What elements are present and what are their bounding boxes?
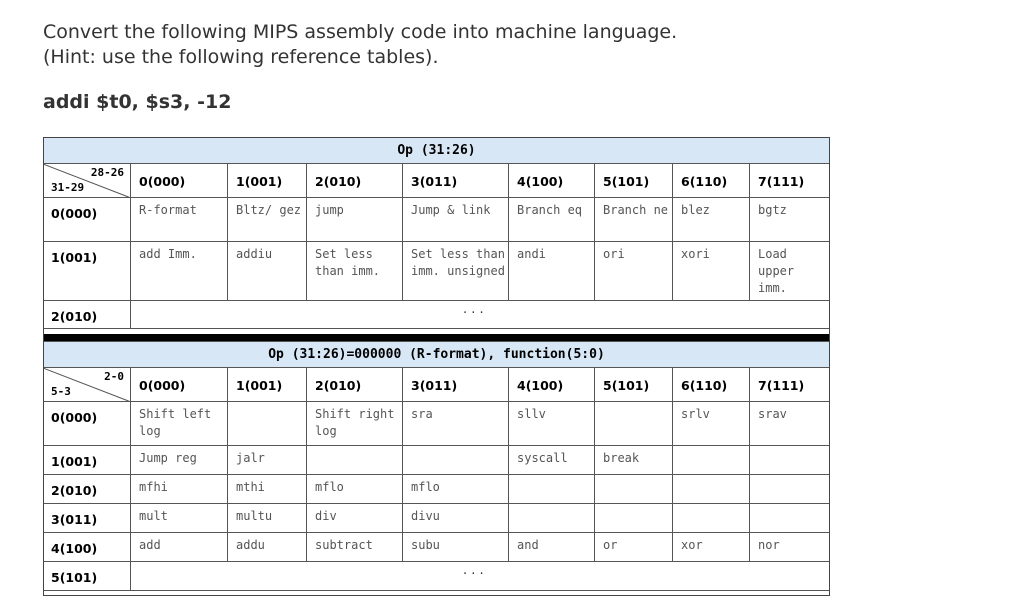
funct_table-cell <box>403 446 509 475</box>
op_table-cell: Jump & link <box>403 198 509 242</box>
funct_table-cell: nor <box>750 533 830 562</box>
op_table-cell: Load upper imm. <box>750 242 830 301</box>
op_table-cell: R-format <box>131 198 228 242</box>
funct_table-continuation-cell <box>131 562 830 591</box>
funct_table-row-header: 4(100) <box>43 533 131 562</box>
funct_table-cell: mflo <box>307 475 403 504</box>
funct_table-ellipsis: . . . <box>463 563 484 578</box>
op_table-corner-top-label: 28-26 <box>90 166 124 179</box>
table-divider <box>43 334 830 341</box>
funct_table-cell: divu <box>403 504 509 533</box>
op_table-column-header: 6(110) <box>673 164 750 198</box>
op_table-cell: Set less than imm. <box>307 242 403 301</box>
funct_table-cell: addu <box>228 533 307 562</box>
op_table-corner-bottom-label: 31-29 <box>51 181 85 194</box>
funct_table-cell: srlv <box>673 402 750 446</box>
funct_table-column-header: 0(000) <box>131 368 228 402</box>
funct_table-column-header: 3(011) <box>403 368 509 402</box>
prompt-line-2: (Hint: use the following reference tables). <box>43 46 439 68</box>
funct_table-corner-top-label: 2-0 <box>104 370 124 383</box>
funct_table-cell: multu <box>228 504 307 533</box>
op_table-continuation-cell <box>131 301 830 329</box>
funct_table-cell <box>750 504 830 533</box>
funct_table-column-header: 1(001) <box>228 368 307 402</box>
funct_table-cell <box>750 475 830 504</box>
op_table-column-header: 0(000) <box>131 164 228 198</box>
funct_table-cell: mflo <box>403 475 509 504</box>
funct_table-cell: div <box>307 504 403 533</box>
funct_table-cell: Jump reg <box>131 446 228 475</box>
funct_table-column-header: 5(101) <box>595 368 673 402</box>
funct_table-cell: Shift right log <box>307 402 403 446</box>
funct_table-corner-cell <box>43 368 131 402</box>
funct_table-cell <box>509 475 595 504</box>
op_table-column-header: 7(111) <box>750 164 830 198</box>
op_table-column-header: 4(100) <box>509 164 595 198</box>
funct_table-cell: add <box>131 533 228 562</box>
op_table-cell: bgtz <box>750 198 830 242</box>
op_table-row-header: 0(000) <box>43 198 131 242</box>
funct_table-row-header: 5(101) <box>43 562 131 591</box>
op_table-cell: andi <box>509 242 595 301</box>
op_table-cell: jump <box>307 198 403 242</box>
op_table-header-text: Op (31:26) <box>397 143 476 158</box>
funct_table-cell <box>673 475 750 504</box>
funct_table-cell: syscall <box>509 446 595 475</box>
op_table-column-header: 2(010) <box>307 164 403 198</box>
op_table-cell: ori <box>595 242 673 301</box>
funct_table-cell <box>673 504 750 533</box>
funct_table-cell: jalr <box>228 446 307 475</box>
op_table-cell: Branch eq <box>509 198 595 242</box>
funct_table-column-header: 4(100) <box>509 368 595 402</box>
funct_table-cell <box>595 504 673 533</box>
funct_table-cell: xor <box>673 533 750 562</box>
funct_table-cell: break <box>595 446 673 475</box>
funct_table-cell: Shift left log <box>131 402 228 446</box>
funct_table-row-header: 3(011) <box>43 504 131 533</box>
op_table-column-header: 1(001) <box>228 164 307 198</box>
funct_table-cell: or <box>595 533 673 562</box>
op_table-cell: Bltz/ gez <box>228 198 307 242</box>
op_table-cell: addiu <box>228 242 307 301</box>
funct_table-cell <box>750 446 830 475</box>
funct_table-row-header: 1(001) <box>43 446 131 475</box>
funct_table-cell: mfhi <box>131 475 228 504</box>
op_table-corner-cell <box>43 164 131 198</box>
op_table-cell: xori <box>673 242 750 301</box>
mips-reference-table <box>43 137 830 596</box>
funct_table-cell <box>509 504 595 533</box>
op_table-column-header: 3(011) <box>403 164 509 198</box>
funct_table-cell: srav <box>750 402 830 446</box>
funct_table-cell: sra <box>403 402 509 446</box>
op_table-cell: add Imm. <box>131 242 228 301</box>
funct_table-column-header: 6(110) <box>673 368 750 402</box>
funct_table-cell: mthi <box>228 475 307 504</box>
funct_table-cell: sllv <box>509 402 595 446</box>
op_table-cell: blez <box>673 198 750 242</box>
funct_table-row-header: 2(010) <box>43 475 131 504</box>
funct_table-corner-bottom-label: 5-3 <box>51 385 71 398</box>
funct_table-cell <box>673 446 750 475</box>
op_table-header <box>43 137 830 164</box>
op_table-row-header: 2(010) <box>43 301 131 329</box>
op_table-ellipsis: . . . <box>463 302 484 317</box>
op_table-row-header: 1(001) <box>43 242 131 301</box>
assembly-instruction: addi $t0, $s3, -12 <box>43 91 232 113</box>
funct_table-cell: mult <box>131 504 228 533</box>
funct_table-header-text: Op (31:26)=000000 (R-format), function(5:0) <box>268 347 605 362</box>
funct_table-column-header: 2(010) <box>307 368 403 402</box>
funct_table-cell <box>595 402 673 446</box>
funct_table-cell: and <box>509 533 595 562</box>
funct_table-row-header: 0(000) <box>43 402 131 446</box>
prompt-line-1: Convert the following MIPS assembly code into machine language. <box>43 21 678 43</box>
funct_table-column-header: 7(111) <box>750 368 830 402</box>
funct_table-cell <box>595 475 673 504</box>
op_table-column-header: 5(101) <box>595 164 673 198</box>
funct_table-cell <box>307 446 403 475</box>
op_table-cell: Set less than imm. unsigned <box>403 242 509 301</box>
question-prompt <box>43 20 677 70</box>
funct_table-header <box>43 341 830 368</box>
funct_table-cell: subu <box>403 533 509 562</box>
funct_table-cell: subtract <box>307 533 403 562</box>
funct_table-cell <box>228 402 307 446</box>
op_table-cell: Branch ne <box>595 198 673 242</box>
